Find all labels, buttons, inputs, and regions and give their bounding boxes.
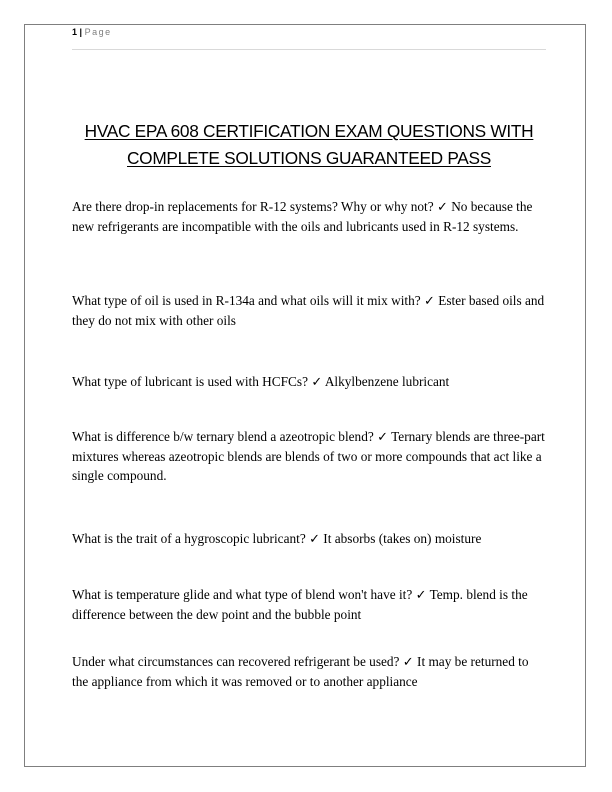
page-separator: | (79, 27, 83, 37)
answer-text: Ternary blends are three-part mixtures whereas azeotropic blends are blends of two or more compounds that act like a single compound. (72, 429, 545, 484)
answer-text: It may be returned to the appliance from which it was removed or to another appliance (72, 654, 529, 690)
page-header (72, 27, 546, 50)
checkmark-icon: ✓ (423, 294, 435, 309)
checkmark-icon: ✓ (377, 430, 388, 445)
title-line-2: COMPLETE SOLUTIONS GUARANTEED PASS (127, 148, 491, 168)
qa-item (72, 427, 546, 486)
question-text: Are there drop-in replacements for R-12 systems? Why or why not? (72, 199, 434, 214)
qa-item (72, 291, 546, 330)
checkmark-icon: ✓ (415, 588, 427, 603)
answer-text: Alkylbenzene lubricant (324, 374, 450, 389)
checkmark-icon: ✓ (311, 375, 323, 390)
question-text: Under what circumstances can recovered refrigerant be used? (72, 654, 400, 669)
answer-text: Temp. blend is the difference between the dew point and the bubble point (72, 587, 528, 623)
answer-text: No because the new refrigerants are incompatible with the oils and lubricants used in R-12 systems. (72, 199, 533, 235)
question-text: What is temperature glide and what type of blend won't have it? (72, 587, 413, 602)
question-text: What type of lubricant is used with HCFCs? (72, 374, 308, 389)
checkmark-icon: ✓ (436, 200, 448, 215)
answer-text: It absorbs (takes on) moisture (323, 531, 482, 546)
question-text: What is difference b/w ternary blend a azeotropic blend? (72, 429, 374, 444)
title-line-1: HVAC EPA 608 CERTIFICATION EXAM QUESTIONS WITH (84, 121, 534, 141)
question-text: What is the trait of a hygroscopic lubricant? (72, 531, 306, 546)
qa-item (72, 372, 546, 392)
checkmark-icon: ✓ (402, 655, 414, 670)
checkmark-icon: ✓ (309, 532, 320, 547)
page-number: 1 (72, 27, 78, 37)
qa-item (72, 585, 546, 624)
answer-text: Ester based oils and they do not mix with other oils (72, 293, 545, 329)
qa-item (72, 197, 546, 236)
document-title (72, 118, 546, 172)
question-text: What type of oil is used in R-134a and what oils will it mix with? (72, 293, 421, 308)
qa-item (72, 652, 546, 691)
page-label: Page (84, 27, 112, 37)
qa-item (72, 529, 546, 549)
